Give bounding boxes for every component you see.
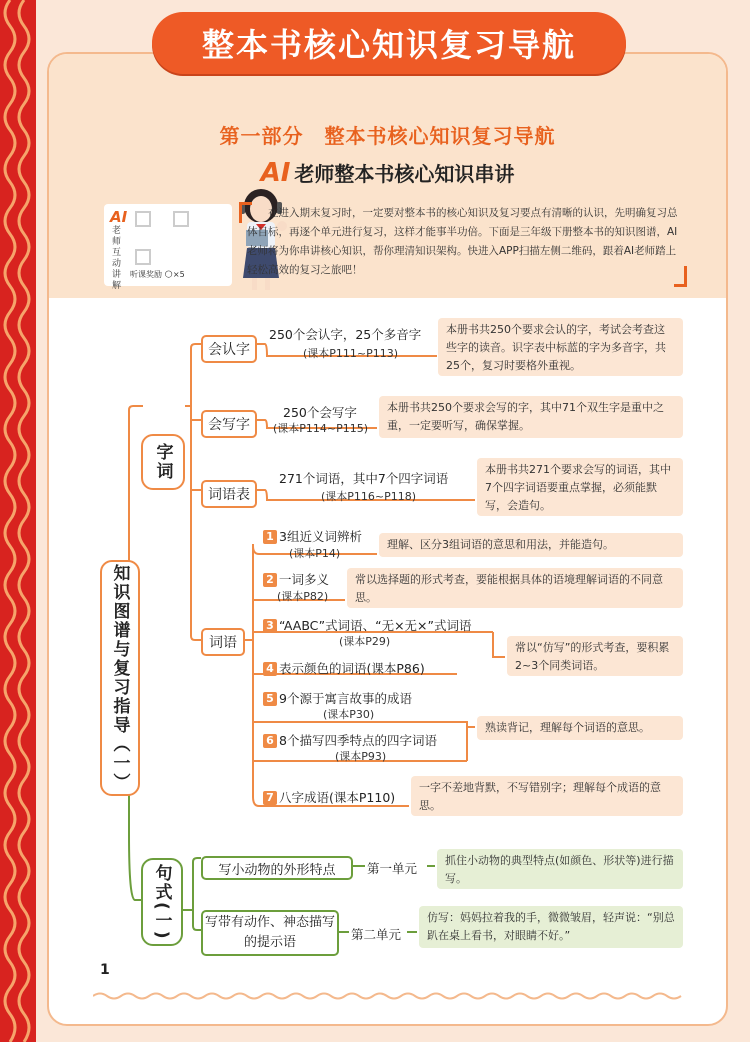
content-card: [47, 52, 728, 1026]
jushi-2-unit: 第二单元: [351, 927, 402, 942]
ai-title-text: 老师整本书核心知识串讲: [294, 162, 515, 186]
item-number: 6: [263, 734, 277, 748]
qr-label: 老师互动讲解: [112, 226, 122, 291]
qr-ai-logo: AI: [110, 208, 128, 226]
ciyu-note-34: 常以“仿写”的形式考查，要积累2~3个同类词语。: [507, 636, 683, 676]
huixiezi-note: 本册书共250个要求会写的字，其中71个双生字是重中之重，一定要听写，确保掌握。: [379, 396, 683, 438]
ciyu-note-56: 熟读背记，理解每个词语的意思。: [477, 716, 683, 740]
node-zici: 字词: [141, 434, 185, 490]
ciyu-item-6-ref: (课本P93): [335, 750, 387, 763]
item-number: 3: [263, 619, 277, 633]
ciyu-note-1: 理解、区分3组词语的意思和用法，并能造句。: [379, 533, 683, 557]
node-jushi-2: 写带有动作、神态描写的提示语: [201, 910, 339, 956]
item-number: 4: [263, 662, 277, 676]
node-huixiezi: 会写字: [201, 410, 257, 438]
ciyu-item-text: 一词多义: [279, 572, 330, 587]
huixiezi-desc: 250个会写字: [283, 405, 357, 420]
ciyu-item-2-ref: (课本P82): [277, 590, 329, 603]
huixiezi-ref: (课本P114~P115): [273, 422, 369, 435]
ciyu-item-2: [263, 570, 329, 588]
jushi-2-note: 仿写：妈妈拉着我的手，微微皱眉，轻声说：“别总趴在桌上看书，对眼睛不好。”: [419, 906, 683, 948]
jushi-1-note: 抓住小动物的典型特点(如颜色、形状等)进行描写。: [437, 849, 683, 889]
header-title: 整本书核心知识复习导航: [201, 26, 576, 64]
ciyu-note-7: 一字不差地背默，不写错别字；理解每个成语的意思。: [411, 776, 683, 816]
ciyu-item-text: 3组近义词辨析: [279, 529, 362, 544]
ciyu-item-1: [263, 527, 362, 545]
item-number: 2: [263, 573, 277, 587]
node-huirenzi: 会认字: [201, 335, 257, 363]
side-title-label: 知识图谱与复习指导（一）: [100, 560, 140, 796]
ciyu-item-text: “AABC”式词语、“无×无×”式词语: [279, 618, 472, 633]
ciyubiao-note: 本册书共271个要求会写的词语，其中7个四字词语要重点掌握，必须能默写，会造句。: [477, 458, 683, 516]
huirenzi-desc: 250个会认字，25个多音字: [269, 327, 422, 342]
huirenzi-note: 本册书共250个要求会认的字，考试会考查这些字的读音。识字表中标蓝的字为多音字，共25个，复习时要格外重视。: [438, 318, 683, 376]
ciyu-item-3: [263, 616, 472, 634]
ciyu-item-text: 八字成语(课本P110): [279, 790, 396, 805]
node-ciyu: 词语: [201, 628, 245, 656]
ciyu-item-7: [263, 788, 395, 806]
item-number: 5: [263, 692, 277, 706]
ai-mark: AI: [260, 158, 291, 188]
item-number: 1: [263, 530, 277, 544]
ciyu-item-text: 9个源于寓言故事的成语: [279, 691, 412, 706]
ciyu-item-4: [263, 659, 425, 677]
header-banner: [152, 12, 626, 74]
jushi-1-unit: 第一单元: [367, 861, 418, 876]
huirenzi-ref: (课本P111~P113): [303, 347, 399, 360]
decorative-edge: [0, 0, 36, 1042]
item-number: 7: [263, 791, 277, 805]
part-title: 第一部分 整本书核心知识复习导航: [219, 124, 556, 148]
bottom-wave: [93, 986, 683, 996]
page-number: 1: [100, 962, 110, 978]
ciyu-item-text: 表示颜色的词语(课本P86): [279, 661, 425, 676]
ciyubiao-ref: (课本P116~P118): [321, 490, 417, 503]
intro-text: 在进入期末复习时，一定要对整本书的核心知识及复习要点有清晰的认识，先明确复习总体目标，再逐个单元进行复习，这样才能事半功倍。下面是三年级下册整本书的知识图谱，AI老师将为你串讲核心知识，帮你理清知识架构。快进入APP扫描左侧二维码，跟着AI老师踏上轻松高效的复习之旅吧！: [247, 207, 678, 276]
ciyu-item-5-ref: (课本P30): [323, 708, 375, 721]
node-jushi-1: 写小动物的外形特点: [201, 856, 353, 880]
ciyu-item-1-ref: (课本P14): [289, 547, 341, 560]
node-ciyubiao: 词语表: [201, 480, 257, 508]
ciyu-note-2: 常以选择题的形式考查，要能根据具体的语境理解词语的不同意思。: [347, 568, 683, 608]
ciyu-item-3-ref: (课本P29): [339, 635, 391, 648]
node-jushi: 句式(一): [141, 858, 183, 946]
ciyu-item-text: 8个描写四季特点的四字词语: [279, 733, 437, 748]
ciyu-item-5: [263, 689, 412, 707]
ciyubiao-desc: 271个词语，其中7个四字词语: [279, 471, 449, 486]
ciyu-item-6: [263, 731, 437, 749]
qr-reward: 听课奖励 🌕×5: [130, 270, 185, 279]
